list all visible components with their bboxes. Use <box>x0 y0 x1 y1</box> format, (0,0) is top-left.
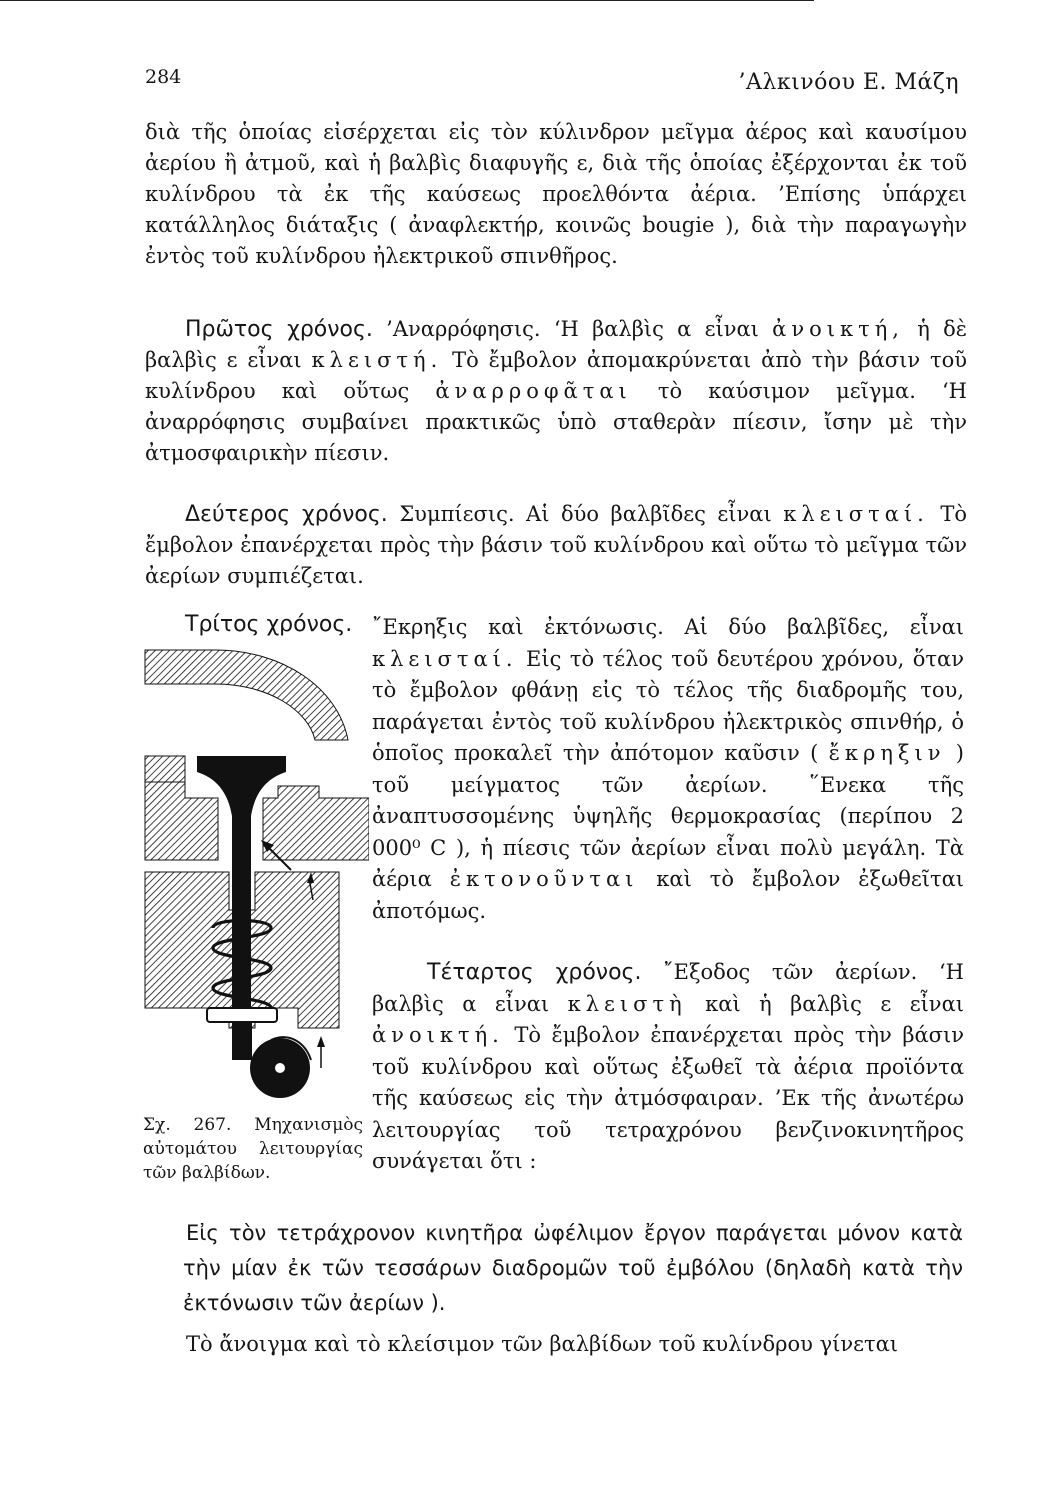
spaced-term: ἀνοικτή, <box>772 317 904 341</box>
conclusion-paragraph: Εἰς τὸν τετράχρονον κινητῆρα ὠφέλιμον ἔργον παράγεται μόνον κατὰ τὴν μίαν ἐκ τῶν τεσσάρων διαδρομῶν τοῦ ἐμβόλου (δηλαδὴ κατὰ τὴν ἐκτόνωσιν τῶν ἀερίων ). <box>183 1221 963 1315</box>
text: Τὸ ἔμβολον ἐπανέρχεται πρὸς τὴν βάσιν τοῦ κυλίνδρου καὶ οὕτως ἐξωθεῖ τὰ ἀέρια προϊόντα τῆς καύσεως εἰς τὴν ἀτμόσφαιραν. ’Εκ τῆς ἀνωτέρω λειτουργίας τοῦ τετραχρόνου βενζινοκινητῆρος συνάγεται ὅτι : <box>372 1023 964 1173</box>
page-number: 284 <box>145 66 182 88</box>
spaced-term: κλεισταί. <box>372 646 518 671</box>
figure-caption: Σχ. 267. Μηχανισμὸς αὐτομάτου λειτουργίας τῶν βαλβίδων. <box>143 1115 363 1183</box>
text: καὶ ἡ βαλβὶς ε εἶναι <box>686 991 964 1016</box>
text: ’Αναρρόφησις. ‘Η βαλβὶς α εἶναι <box>372 317 773 341</box>
header-rule <box>0 0 814 1</box>
text: Εἰς τὸ τέλος τοῦ δευτέρου χρόνου, ὅταν τὸ ἔμβολον φθάνῃ εἰς τὸ τέλος τῆς διαδρομῆς του, παράγεται ἐντὸς τοῦ κυλίνδρου ἠλεκτρικὸς σπινθήρ, ὁ ὁποῖος προκαλεῖ τὴν ἀπότομον καῦσιν ( <box>372 646 964 765</box>
fourth-stroke-heading: Τέταρτος χρόνος. <box>427 960 642 985</box>
intro-paragraph: διὰ τῆς ὁποίας εἰσέρχεται εἰς τὸν κύλινδρον μεῖγμα ἀέρος καὶ καυσίμου ἀερίου ἢ ἀτμοῦ, καὶ ἡ βαλβὶς διαφυγῆς ε, διὰ τῆς ὁποίας ἐξέρχονται ἐκ τοῦ κυλίνδρου τὰ ἐκ τῆς καύσεως προελθόντα ἀέρια. ’Επίσης ὑπάρχει κατάλληλος διάταξις ( ἀναφλεκτήρ, κοινῶς bougie ), διὰ τὴν παραγωγὴν ἐντὸς τοῦ κυλίνδρου ἠλεκτρικοῦ σπινθῆρος. <box>145 120 967 268</box>
text: Τὸ ἔμβολον ἀπομακρύνεται ἀπὸ τὴν βάσιν τοῦ κυλίνδρου καὶ οὕτως <box>145 348 967 403</box>
spaced-term: κλειστὴ <box>567 991 687 1016</box>
third-stroke-heading: Τρίτος χρόνος. <box>185 612 353 637</box>
spaced-term: κλεισταί. <box>783 502 929 526</box>
second-stroke-paragraph <box>145 499 967 592</box>
text: ῎Εξοδος τῶν ἀερίων. ‘Η βαλβὶς α εἶναι <box>372 960 964 1016</box>
text: τὸ καύσιμον μεῖγμα. ‘Η ἀναρρόφησις συμβαίνει πρακτικῶς ὑπὸ σταθερὰν πίεσιν, ἴσην μὲ τὴν ἀτμοσφαιρικὴν πίεσιν. <box>145 379 967 465</box>
second-stroke-heading: Δεύτερος χρόνος. <box>185 502 388 527</box>
text: καὶ τὸ ἔμβολον ἐξωθεῖται ἀποτόμως. <box>372 867 964 923</box>
spaced-term: ἐκτονοῦνται <box>449 867 639 891</box>
text: ῎Εκρηξις καὶ ἐκτόνωσις. Αἱ δύο βαλβῖδες, εἶναι <box>372 615 964 639</box>
spaced-term: ἀναρροφᾶται <box>435 379 632 403</box>
closing-line: Τὸ ἄνοιγμα καὶ τὸ κλείσιμον τῶν βαλβίδων τοῦ κυλίνδρου γίνεται <box>186 1332 899 1356</box>
text: Συμπίεσις. Αἱ δύο βαλβῖδες εἶναι <box>387 502 784 526</box>
first-stroke-paragraph <box>145 314 967 469</box>
running-title: ’Αλκινόου Ε. Μάζη <box>738 70 959 95</box>
text: ) τοῦ μείγματος τῶν ἀερίων. ῞Ενεκα τῆς ἀναπτυσσομένης ὑψηλῆς θερμοκρασίας (περίπου 2 000⁰ C ), ἡ πίεσις τῶν ἀερίων εἶναι πολὺ μεγάλη. Τὰ ἀέρια <box>372 741 964 891</box>
valve-mechanism-figure <box>143 648 369 1108</box>
first-stroke-heading: Πρῶτος χρόνος. <box>185 317 373 342</box>
valve-mechanism-illustration <box>143 648 369 1108</box>
spaced-term: ἀνοικτή. <box>372 1023 504 1047</box>
spaced-term: κλειστή. <box>311 348 443 372</box>
spaced-term: ἔκρηξιν <box>828 741 946 765</box>
text: Τὸ ἔμβολον ἐπανέρχεται πρὸς τὴν βάσιν τοῦ κυλίνδρου καὶ οὕτω τὸ μεῖγμα τῶν ἀερίων συμπιέζεται. <box>145 502 967 588</box>
third-stroke-paragraph <box>372 612 964 927</box>
text: ἡ δὲ βαλβὶς ε εἶναι <box>145 317 967 372</box>
fourth-stroke-paragraph <box>372 957 964 1178</box>
